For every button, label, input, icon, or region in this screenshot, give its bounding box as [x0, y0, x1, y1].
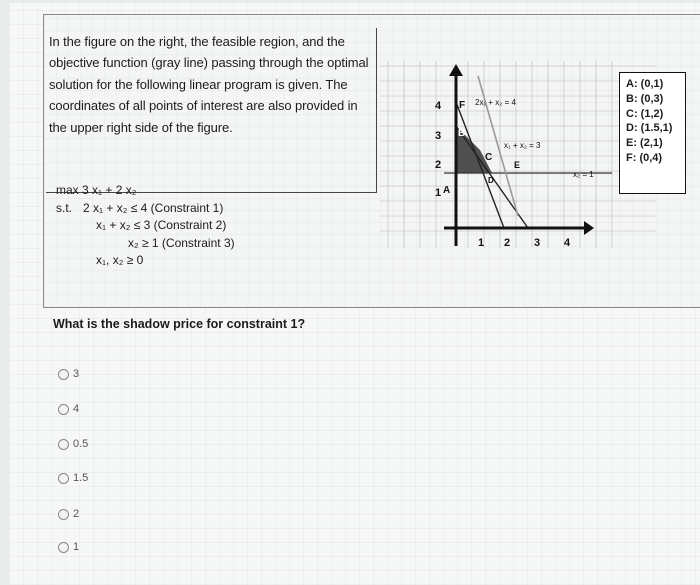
radio-button[interactable] — [58, 509, 69, 520]
option-label: 2 — [73, 508, 80, 520]
point-a-label: A — [443, 185, 451, 196]
option-label: 0.5 — [73, 438, 89, 450]
x-tick-1: 1 — [478, 237, 485, 249]
point-c-label: C — [485, 152, 493, 163]
coord-e: E: (2,1) — [626, 137, 663, 150]
nonnegativity: x₁, x₂ ≥ 0 — [96, 253, 144, 267]
option-2[interactable] — [58, 507, 79, 521]
option-label: 3 — [73, 368, 80, 380]
coord-b: B: (0,3) — [626, 92, 664, 105]
radio-button[interactable] — [58, 473, 69, 484]
constraint-3-label: x₂ = 1 — [573, 170, 594, 179]
radio-button[interactable] — [58, 369, 69, 380]
radio-button[interactable] — [58, 404, 69, 415]
x-axis-arrow — [584, 221, 594, 235]
option-label: 1.5 — [73, 472, 89, 484]
coord-c: C: (1,2) — [626, 107, 664, 120]
y-tick-2: 2 — [435, 159, 442, 171]
coord-f: F: (0,4) — [626, 151, 663, 164]
question-prompt: What is the shadow price for constraint 1? — [53, 317, 306, 331]
point-e-label: E — [514, 160, 521, 170]
y-tick-1: 1 — [435, 187, 442, 199]
constraint-2-label: x₁ + x₂ = 3 — [504, 141, 541, 150]
option-4[interactable] — [58, 402, 79, 416]
feasible-region-graph — [378, 56, 658, 252]
coord-d: D: (1.5,1) — [626, 122, 673, 135]
x-tick-2: 2 — [504, 237, 511, 249]
constraint-1-label: 2x₁ + x₂ = 4 — [475, 98, 516, 107]
intro-text: In the figure on the right, the feasible region, and the objective function (gray line) passing through the optimal solution for the following linear program is given. The coordinates of all points of interest are also provided in the upper right side of the figure. — [49, 34, 369, 135]
radio-button[interactable] — [58, 439, 69, 450]
coordinates-box — [619, 72, 686, 194]
option-1[interactable] — [58, 540, 79, 554]
point-b-label: B — [458, 128, 466, 139]
graph-grid — [380, 61, 656, 248]
option-1-5[interactable] — [58, 471, 88, 485]
option-label: 1 — [73, 541, 80, 553]
y-tick-4: 4 — [435, 100, 442, 112]
point-f-label: F — [459, 100, 466, 111]
st-label: s.t. — [56, 200, 73, 215]
coord-a: A: (0,1) — [626, 78, 664, 90]
point-d-label: D — [488, 176, 494, 185]
option-0-5[interactable] — [58, 437, 88, 451]
constraint-1: 2 x₁ + x₂ ≤ 4 (Constraint 1) — [83, 200, 224, 215]
x-tick-3: 3 — [534, 237, 541, 249]
constraint-3: x₂ ≥ 1 (Constraint 3) — [128, 235, 235, 250]
option-label: 4 — [73, 403, 80, 415]
radio-button[interactable] — [58, 542, 69, 553]
option-3[interactable] — [58, 367, 79, 381]
objective: max 3 x₁ + 2 x₂ — [56, 183, 137, 197]
constraint-2: x₁ + x₂ ≤ 3 (Constraint 2) — [96, 218, 227, 232]
y-tick-3: 3 — [435, 130, 442, 142]
x-tick-4: 4 — [564, 237, 571, 249]
